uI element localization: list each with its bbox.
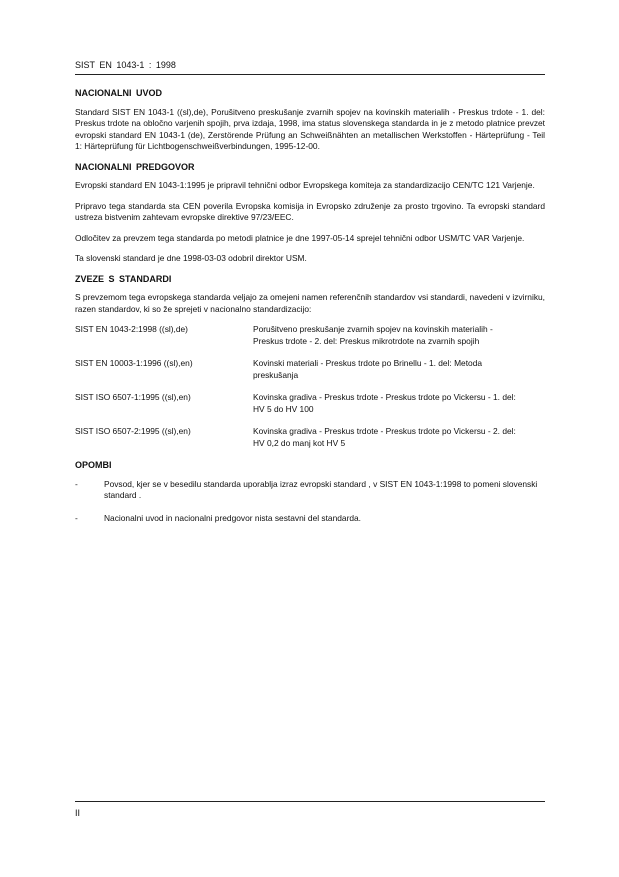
paragraph: S prevzemom tega evropskega standarda veljajo za omejeni namen referenčnih standardov vsi standardi, navedeni v izvirniku, razen standardov, ki so že sprejeti v nacionalno standardizacijo: — [75, 292, 545, 314]
note-item — [75, 513, 545, 525]
paragraph: Standard SIST EN 1043-1 ((sl),de), Porušitveno preskušanje zvarnih spojev na kovinskih materialih - Preskus trdote - 1. del: Preskus trdote na obločno varjenih spojih, prva izdaja, 1998, ima status slovenskega standarda in je z metodo platnice prevzet evropski standard EN 1043-1 (de), Zerstörende Prüfung an Schweißnähten an metallischen Werkstoffen - Härteprüfung - Teil 1: Härteprüfung für Lichtbogenschweißverbindungen, 1995-12-00. — [75, 106, 545, 151]
section-nacionalni-predgovor — [75, 162, 545, 265]
reference-code: SIST ISO 6507-1:1995 ((sl),en) — [75, 392, 191, 402]
paragraph: Evropski standard EN 1043-1:1995 je pripravil tehnični odbor Evropskega komiteja za standardizacijo CEN/TC 121 Varjenje. — [75, 180, 535, 190]
reference-title: Porušitveno preskušanje zvarnih spojev na kovinskih materialih - Preskus trdote - 2. del: Preskus mikrotrdote na zvarnih spojih — [253, 324, 493, 346]
note-bullet: - — [75, 512, 78, 523]
page-number: II — [75, 808, 81, 818]
paragraph: Pripravo tega standarda sta CEN poverila Evropska komisija in Evropsko združenje za prosto trgovino. Ta evropski standard ustreza bistvenim zahtevam evropske direktive 97/23/EEC. — [75, 200, 545, 222]
reference-code: SIST EN 10003-1:1996 ((sl),en) — [75, 358, 193, 368]
footer-rule — [75, 801, 545, 802]
note-text: Povsod, kjer se v besedilu standarda uporablja izraz evropski standard , v SIST EN 1043-1:1998 to pomeni slovenski standard . — [104, 478, 538, 500]
reference-title: Kovinska gradiva - Preskus trdote - Preskus trdote po Vickersu - 1. del: HV 5 do HV 100 — [253, 392, 516, 414]
section-heading: ZVEZE S STANDARDI — [75, 273, 172, 284]
section-zveze-s-standardi — [75, 274, 545, 450]
reference-row — [75, 324, 545, 347]
section-heading: OPOMBI — [75, 460, 112, 470]
note-bullet: - — [75, 478, 78, 489]
reference-list — [75, 324, 545, 449]
note-item — [75, 479, 545, 502]
reference-code: SIST EN 1043-2:1998 ((sl),de) — [75, 324, 188, 334]
header-rule — [75, 74, 545, 75]
reference-row — [75, 358, 545, 381]
reference-title: Kovinski materiali - Preskus trdote po Brinellu - 1. del: Metoda preskušanja — [253, 358, 483, 380]
section-nacionalni-uvod — [75, 88, 545, 153]
page-content — [75, 88, 545, 535]
section-heading: NACIONALNI UVOD — [75, 88, 162, 98]
reference-title: Kovinska gradiva - Preskus trdote - Preskus trdote po Vickersu - 2. del: HV 0,2 do manj kot HV 5 — [253, 426, 516, 448]
paragraph: Ta slovenski standard je dne 1998-03-03 odobril direktor USM. — [75, 253, 307, 263]
reference-code: SIST ISO 6507-2:1995 ((sl),en) — [75, 426, 191, 436]
running-header: SIST EN 1043-1 : 1998 — [75, 60, 176, 70]
note-text: Nacionalni uvod in nacionalni predgovor nista sestavni del standarda. — [104, 512, 361, 523]
section-heading: NACIONALNI PREDGOVOR — [75, 161, 195, 172]
reference-row — [75, 392, 545, 415]
reference-row — [75, 426, 545, 449]
section-opombi — [75, 460, 545, 524]
paragraph: Odločitev za prevzem tega standarda po metodi platnice je dne 1997-05-14 sprejel tehnični odbor USM/TC VAR Varjenje. — [75, 232, 525, 243]
